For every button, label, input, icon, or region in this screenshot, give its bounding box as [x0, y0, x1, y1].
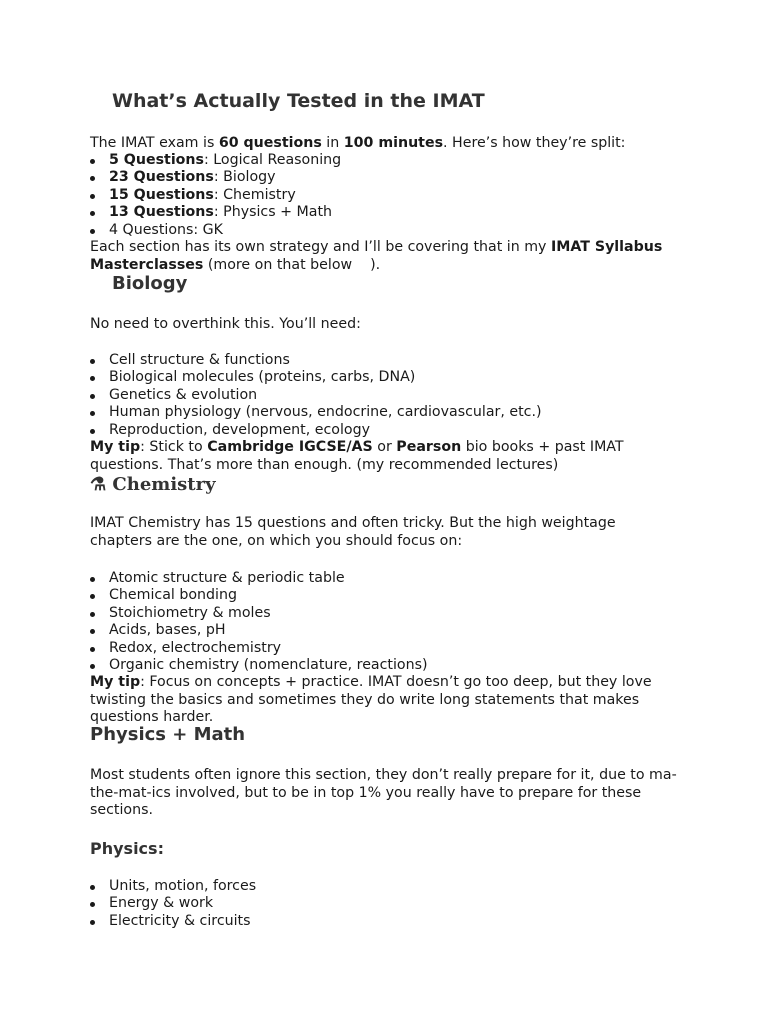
list-item: Genetics & evolution — [90, 387, 542, 404]
biology-heading: Biology — [112, 273, 188, 294]
strategy-paragraph — [90, 239, 690, 274]
list-item — [90, 152, 341, 169]
tip-book-pearson: Pearson — [396, 439, 462, 455]
chemistry-tip — [90, 674, 680, 727]
list-item: Stoichiometry & moles — [90, 605, 428, 622]
chemistry-topic-list — [90, 570, 428, 674]
list-item: Redox, electrochemistry — [90, 640, 428, 657]
physics-subheading: Physics: — [90, 839, 164, 858]
list-item: Biological molecules (proteins, carbs, DNA) — [90, 369, 542, 386]
intro-paragraph — [90, 135, 690, 153]
list-item: Reproduction, development, ecology — [90, 422, 542, 439]
physics-math-intro: Most students often ignore this section, they don’t really prepare for it, due to ma-the-mat-ics involved, but to be in top 1% you really have to prepare for these sections. — [90, 767, 677, 818]
strategy-text-pre: Each section has its own strategy and I’ll be covering that in my — [90, 239, 551, 255]
split-count: 15 Questions — [109, 186, 214, 203]
intro-text-mid: in — [321, 135, 344, 151]
split-subject: : Chemistry — [213, 186, 296, 203]
list-item: Human physiology (nervous, endocrine, cardiovascular, etc.) — [90, 404, 542, 421]
list-item — [90, 187, 341, 204]
split-subject: 4 Questions: GK — [109, 221, 223, 238]
split-subject: : Biology — [213, 169, 276, 186]
tip-label: My tip — [90, 439, 141, 455]
list-item — [90, 204, 341, 221]
list-item: Energy & work — [90, 895, 256, 912]
biology-tip — [90, 439, 660, 474]
tip-text: : Stick to — [140, 439, 208, 455]
physics-math-heading: Physics + Math — [90, 724, 246, 745]
tip-text: bio books + past IMAT questions. That’s more than enough. (my recommended lectures) — [90, 439, 624, 473]
page-title: What’s Actually Tested in the IMAT — [112, 90, 485, 112]
tip-text: : Focus on concepts + practice. IMAT doesn’t go too deep, but they love twisting the basics and sometimes they do write long statements that makes questions harder. — [90, 674, 652, 725]
split-count: 23 Questions — [109, 169, 214, 186]
split-subject: : Physics + Math — [213, 204, 333, 221]
list-item: Organic chemistry (nomenclature, reactions) — [90, 657, 428, 674]
question-split-list — [90, 152, 341, 239]
intro-text-pre: The IMAT exam is — [90, 135, 219, 151]
list-item: Atomic structure & periodic table — [90, 570, 428, 587]
biology-topic-list — [90, 352, 542, 439]
list-item: Chemical bonding — [90, 587, 428, 604]
list-item — [90, 169, 341, 186]
list-item: Acids, bases, pH — [90, 622, 428, 639]
intro-text-post: . Here’s how they’re split: — [443, 135, 626, 151]
biology-intro: No need to overthink this. You’ll need: — [90, 316, 361, 332]
chemistry-heading: ⚗ Chemistry — [90, 474, 216, 495]
tip-text: or — [372, 439, 397, 455]
chemistry-intro: IMAT Chemistry has 15 questions and often tricky. But the high weightage chapters are the one, on which you should focus on: — [90, 515, 616, 549]
split-count: 5 Questions — [109, 152, 204, 168]
intro-minutes: 100 minutes — [343, 135, 444, 151]
strategy-text-post: (more on that below ). — [203, 256, 381, 273]
list-item: Electricity & circuits — [90, 913, 256, 930]
list-item: Cell structure & functions — [90, 352, 542, 369]
masterclasses-link-text: IMAT Syllabus Masterclasses — [90, 239, 663, 273]
list-item — [90, 222, 341, 239]
physics-topic-list — [90, 878, 256, 930]
intro-questions-count: 60 questions — [218, 135, 322, 151]
tip-book-cambridge: Cambridge IGCSE/AS — [207, 439, 373, 455]
split-subject: : Logical Reasoning — [203, 152, 342, 168]
list-item: Units, motion, forces — [90, 878, 256, 895]
tip-label: My tip — [90, 674, 141, 690]
split-count: 13 Questions — [109, 204, 214, 221]
